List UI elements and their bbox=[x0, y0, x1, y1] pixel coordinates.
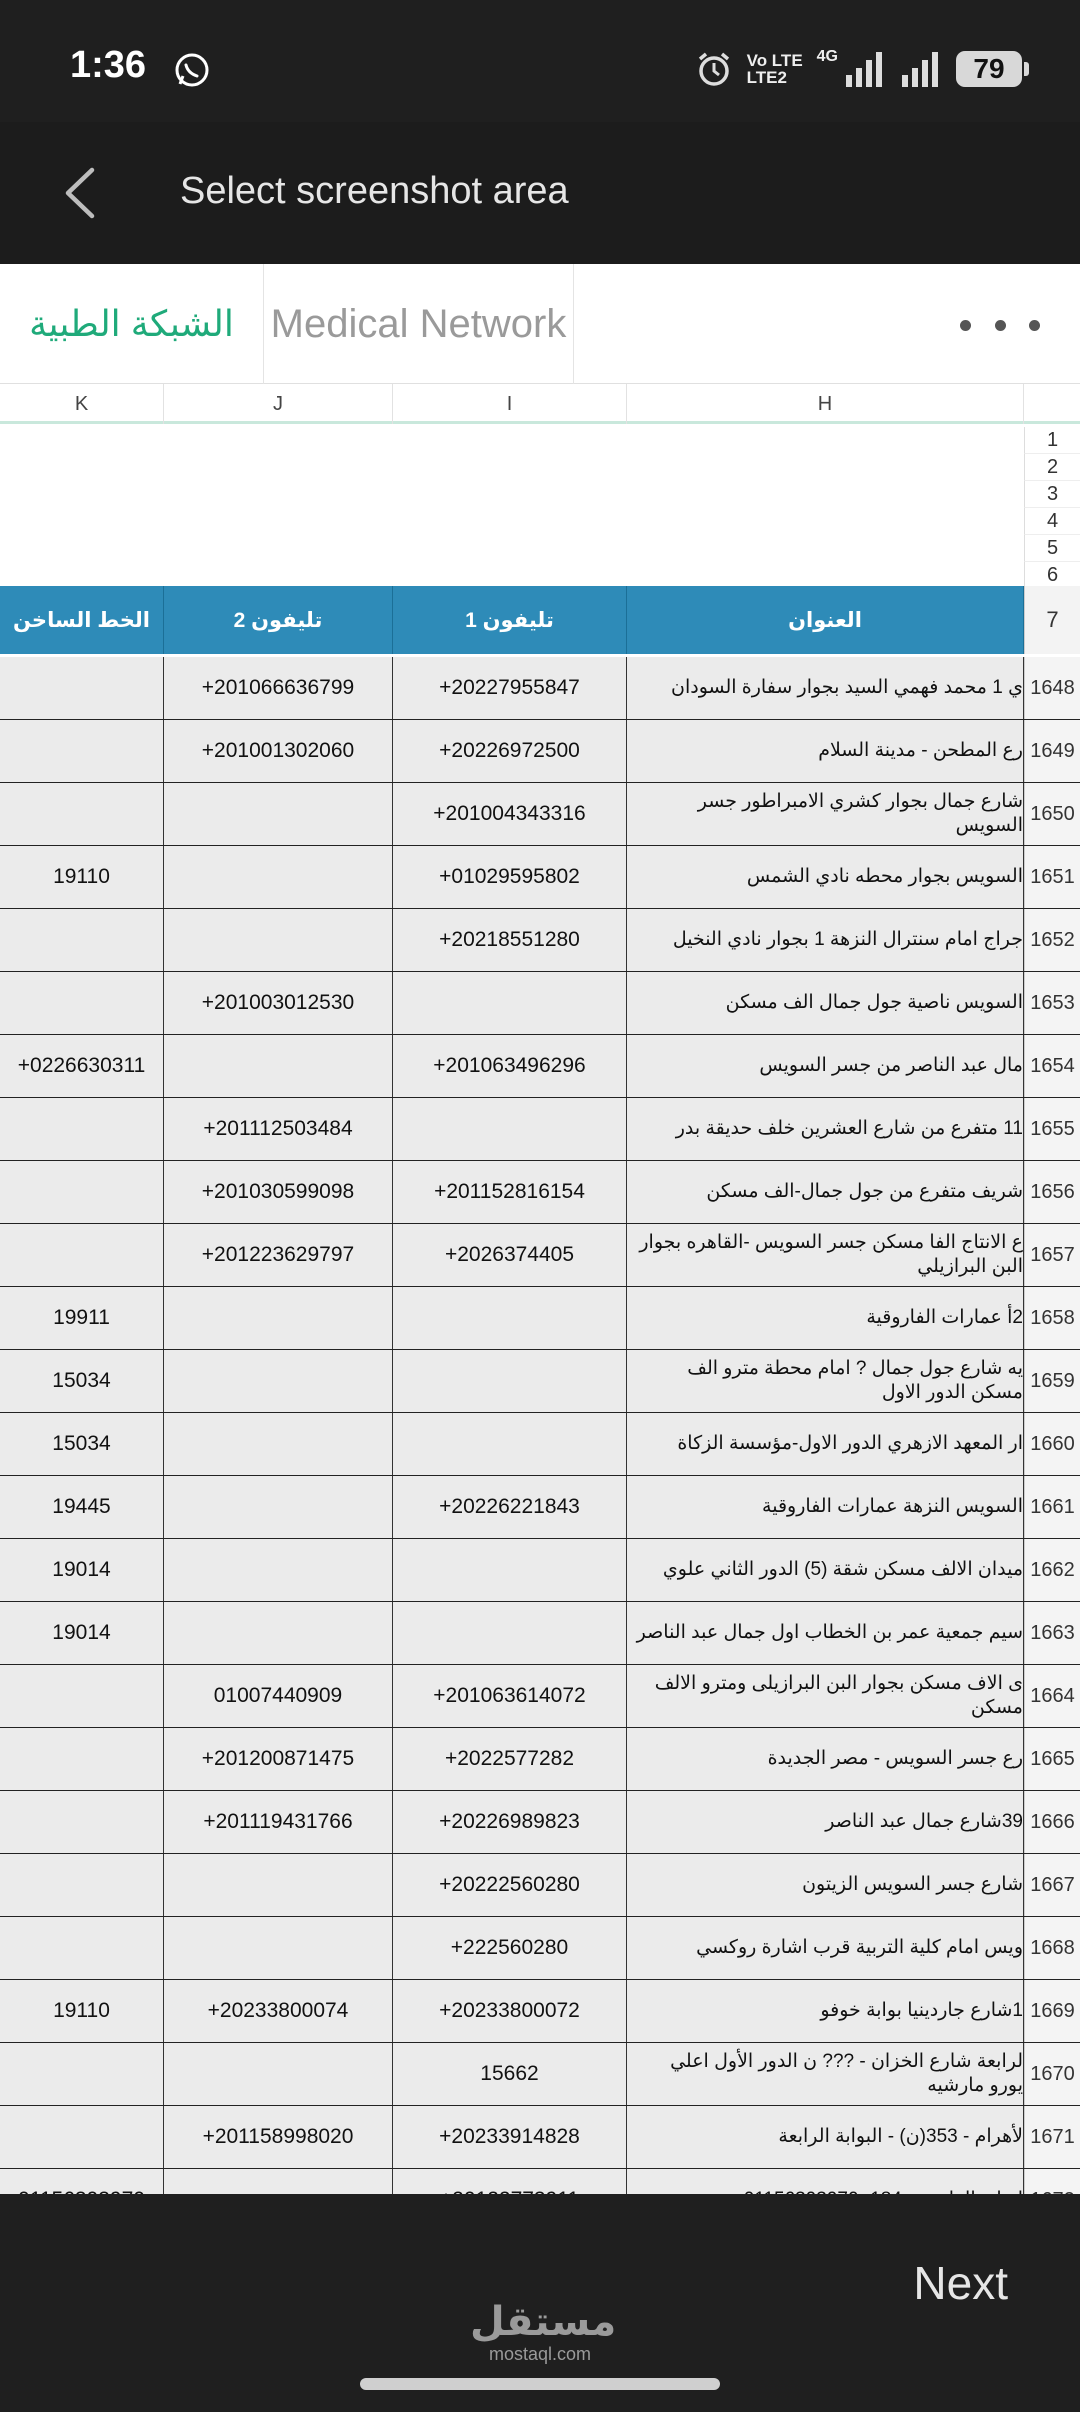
cell-hotline[interactable]: 19014 bbox=[0, 1539, 164, 1601]
table-row[interactable] bbox=[0, 909, 1080, 972]
back-arrow-icon[interactable] bbox=[48, 158, 118, 228]
cell-phone-2[interactable] bbox=[164, 2043, 393, 2105]
cell-phone-2[interactable]: +201001302060 bbox=[164, 720, 393, 782]
row-number[interactable]: 1653 bbox=[1024, 972, 1080, 1034]
row-number[interactable]: 4 bbox=[1024, 508, 1080, 535]
cell-phone-1[interactable]: +20218551280 bbox=[393, 909, 627, 971]
column-letter-row bbox=[0, 384, 1080, 424]
header-phone-2[interactable]: تليفون 2 bbox=[164, 586, 393, 654]
cell-hotline[interactable] bbox=[0, 657, 164, 719]
sheet-title-arabic: الشبكة الطبية bbox=[0, 264, 264, 384]
table-row[interactable] bbox=[0, 2106, 1080, 2169]
sheet-header bbox=[0, 264, 1080, 384]
status-icons bbox=[695, 46, 1022, 92]
cell-phone-2[interactable] bbox=[164, 909, 393, 971]
row-number[interactable]: 2 bbox=[1024, 454, 1080, 481]
cell-hotline[interactable] bbox=[0, 2106, 164, 2168]
cell-address[interactable]: ع الانتاج الفا مسكن جسر السويس -القاهره بجوار البن البرازيلي bbox=[627, 1224, 1024, 1286]
table-row[interactable] bbox=[0, 1728, 1080, 1791]
cell-address[interactable]: السويس بجوار محطه نادي الشمس bbox=[627, 846, 1024, 908]
row-number[interactable]: 1664 bbox=[1024, 1665, 1080, 1727]
cell-hotline[interactable] bbox=[0, 1098, 164, 1160]
cell-phone-2[interactable]: +201003012530 bbox=[164, 972, 393, 1034]
cell-phone-1[interactable]: +2022577282 bbox=[393, 1728, 627, 1790]
volte-label: Vo LTE LTE2 bbox=[746, 51, 803, 87]
table-row[interactable] bbox=[0, 1161, 1080, 1224]
cell-address[interactable]: ي 1 محمد فهمي السيد بجوار سفارة السودان bbox=[627, 657, 1024, 719]
cell-phone-1[interactable]: +20233800072 bbox=[393, 1980, 627, 2042]
table-row[interactable] bbox=[0, 1917, 1080, 1980]
cell-hotline[interactable]: 19110 bbox=[0, 846, 164, 908]
row-number[interactable]: 1670 bbox=[1024, 2043, 1080, 2105]
row-number[interactable]: 1669 bbox=[1024, 1980, 1080, 2042]
cell-phone-2[interactable]: 01007440909 bbox=[164, 1665, 393, 1727]
table-row[interactable] bbox=[0, 1980, 1080, 2043]
column-letter-k[interactable]: K bbox=[0, 384, 164, 424]
row-number[interactable]: 1651 bbox=[1024, 846, 1080, 908]
cell-address[interactable]: شارع جمال بجوار كشري الامبراطور جسر السويس bbox=[627, 783, 1024, 845]
row-number[interactable]: 1657 bbox=[1024, 1224, 1080, 1286]
cell-phone-1[interactable]: +20222560280 bbox=[393, 1854, 627, 1916]
cell-address[interactable]: سيم جمعية عمر بن الخطاب اول جمال عبد الناصر bbox=[627, 1602, 1024, 1664]
column-letter-i[interactable]: I bbox=[393, 384, 627, 424]
cell-phone-1[interactable] bbox=[393, 1350, 627, 1412]
row-number[interactable]: 1658 bbox=[1024, 1287, 1080, 1349]
cell-hotline[interactable]: +0226630311 bbox=[0, 1035, 164, 1097]
more-options-icon[interactable] bbox=[960, 300, 1040, 350]
cell-hotline[interactable] bbox=[0, 2043, 164, 2105]
signal-icon-sim2 bbox=[900, 51, 942, 87]
cell-phone-1[interactable]: +201004343316 bbox=[393, 783, 627, 845]
table-row[interactable] bbox=[0, 1539, 1080, 1602]
cell-hotline[interactable] bbox=[0, 1728, 164, 1790]
cell-phone-1[interactable]: +201152816154 bbox=[393, 1161, 627, 1223]
cell-hotline[interactable]: 19911 bbox=[0, 1287, 164, 1349]
row-number[interactable]: 1662 bbox=[1024, 1539, 1080, 1601]
watermark-logo: مستقل mostaql.com bbox=[470, 2300, 617, 2364]
status-time: 1:36 bbox=[70, 44, 147, 86]
row-number[interactable]: 1666 bbox=[1024, 1791, 1080, 1853]
cell-phone-2[interactable] bbox=[164, 1602, 393, 1664]
header-hotline[interactable]: الخط الساخن bbox=[0, 586, 164, 654]
cell-phone-1[interactable]: +2026374405 bbox=[393, 1224, 627, 1286]
table-row[interactable] bbox=[0, 1035, 1080, 1098]
cell-hotline[interactable]: 15034 bbox=[0, 1350, 164, 1412]
next-button[interactable]: Next bbox=[913, 2257, 1008, 2309]
table-row[interactable] bbox=[0, 1854, 1080, 1917]
cell-address[interactable]: ى الاف مسكن بجوار البن البرازيلى ومترو الالف مسكن bbox=[627, 1665, 1024, 1727]
table-row[interactable] bbox=[0, 1791, 1080, 1854]
table-row[interactable] bbox=[0, 972, 1080, 1035]
cell-address[interactable]: لرابعة شارع الخزان - ??? ن الدور الأول اعلي يورو مارشيه bbox=[627, 2043, 1024, 2105]
row-number[interactable]: 1668 bbox=[1024, 1917, 1080, 1979]
cell-phone-2[interactable] bbox=[164, 1350, 393, 1412]
cell-hotline[interactable] bbox=[0, 972, 164, 1034]
cell-address[interactable]: رع جسر السويس - مصر الجديدة bbox=[627, 1728, 1024, 1790]
cell-phone-2[interactable] bbox=[164, 1854, 393, 1916]
row-number[interactable]: 1655 bbox=[1024, 1098, 1080, 1160]
table-row[interactable] bbox=[0, 2043, 1080, 2106]
cell-phone-2[interactable] bbox=[164, 1413, 393, 1475]
cell-phone-1[interactable]: +20233914828 bbox=[393, 2106, 627, 2168]
table-row[interactable] bbox=[0, 1413, 1080, 1476]
cell-hotline[interactable]: 19014 bbox=[0, 1602, 164, 1664]
table-row[interactable] bbox=[0, 1098, 1080, 1161]
row-number[interactable]: 5 bbox=[1024, 535, 1080, 562]
cell-phone-2[interactable]: +201158998020 bbox=[164, 2106, 393, 2168]
cell-address[interactable]: مال عبد الناصر من جسر السويس bbox=[627, 1035, 1024, 1097]
cell-phone-1[interactable]: 15662 bbox=[393, 2043, 627, 2105]
cell-address[interactable]: 2أ عمارات الفاروقية bbox=[627, 1287, 1024, 1349]
cell-hotline[interactable] bbox=[0, 1791, 164, 1853]
table-row[interactable] bbox=[0, 1602, 1080, 1665]
table-row[interactable] bbox=[0, 1476, 1080, 1539]
home-indicator[interactable] bbox=[360, 2378, 720, 2390]
table-header-row bbox=[0, 586, 1080, 654]
empty-top-rows bbox=[0, 427, 1080, 591]
row-number[interactable]: 1661 bbox=[1024, 1476, 1080, 1538]
cell-address[interactable]: ميدان الالف مسكن شقة (5) الدور الثاني علوي bbox=[627, 1539, 1024, 1601]
cell-phone-2[interactable]: +20233800074 bbox=[164, 1980, 393, 2042]
cell-phone-2[interactable]: +201112503484 bbox=[164, 1098, 393, 1160]
cell-phone-1[interactable]: +222560280 bbox=[393, 1917, 627, 1979]
row-number[interactable]: 1654 bbox=[1024, 1035, 1080, 1097]
cell-hotline[interactable]: 19445 bbox=[0, 1476, 164, 1538]
cell-address[interactable]: 1شارع جاردينيا بوابة خوفو bbox=[627, 1980, 1024, 2042]
row-number[interactable]: 1663 bbox=[1024, 1602, 1080, 1664]
cell-hotline[interactable] bbox=[0, 1161, 164, 1223]
cell-phone-1[interactable]: +201063614072 bbox=[393, 1665, 627, 1727]
status-bar bbox=[0, 0, 1080, 122]
cell-phone-1[interactable]: +201063496296 bbox=[393, 1035, 627, 1097]
cell-phone-1[interactable] bbox=[393, 1602, 627, 1664]
row-number[interactable]: 1656 bbox=[1024, 1161, 1080, 1223]
cell-hotline[interactable] bbox=[0, 783, 164, 845]
cell-address[interactable]: 39شارع جمال عبد الناصر bbox=[627, 1791, 1024, 1853]
cell-address[interactable]: السويس ناصية جول جمال الف مسكن bbox=[627, 972, 1024, 1034]
cell-hotline[interactable] bbox=[0, 909, 164, 971]
network-type-label: 4G bbox=[816, 48, 838, 65]
battery-indicator: 79 bbox=[956, 51, 1022, 87]
table-row[interactable] bbox=[0, 720, 1080, 783]
table-row[interactable] bbox=[0, 1350, 1080, 1413]
cell-address[interactable]: ار المعهد الازهري الدور الاول-مؤسسة الزكاة bbox=[627, 1413, 1024, 1475]
cell-address[interactable]: السويس النزهة عمارات الفاروقية bbox=[627, 1476, 1024, 1538]
bottom-bar bbox=[0, 2194, 1080, 2412]
cell-phone-2[interactable]: +201200871475 bbox=[164, 1728, 393, 1790]
cell-address[interactable]: جراج امام سنترال النزهة 1 بجوار نادي النخيل bbox=[627, 909, 1024, 971]
cell-phone-2[interactable]: +201030599098 bbox=[164, 1161, 393, 1223]
row-number[interactable]: 1659 bbox=[1024, 1350, 1080, 1412]
row-number[interactable]: 1665 bbox=[1024, 1728, 1080, 1790]
row-number[interactable]: 3 bbox=[1024, 481, 1080, 508]
row-number[interactable]: 1652 bbox=[1024, 909, 1080, 971]
row-number[interactable]: 1671 bbox=[1024, 2106, 1080, 2168]
cell-phone-2[interactable] bbox=[164, 1917, 393, 1979]
cell-phone-1[interactable] bbox=[393, 1413, 627, 1475]
header-address[interactable]: العنوان bbox=[627, 586, 1024, 654]
table-row[interactable] bbox=[0, 657, 1080, 720]
cell-phone-1[interactable]: +01029595802 bbox=[393, 846, 627, 908]
table-row[interactable] bbox=[0, 1224, 1080, 1287]
table-row[interactable] bbox=[0, 846, 1080, 909]
cell-phone-2[interactable] bbox=[164, 1287, 393, 1349]
row-number[interactable]: 7 bbox=[1024, 586, 1080, 654]
row-number[interactable]: 1660 bbox=[1024, 1413, 1080, 1475]
cell-address[interactable]: شريف متفرع من جول جمال-الف مسكن bbox=[627, 1161, 1024, 1223]
cell-address[interactable]: رع المطحن - مدينة السلام bbox=[627, 720, 1024, 782]
row-number[interactable]: 1649 bbox=[1024, 720, 1080, 782]
cell-address[interactable]: 11 متفرع من شارع العشرين خلف حديقة بدر bbox=[627, 1098, 1024, 1160]
cell-phone-1[interactable] bbox=[393, 1539, 627, 1601]
cell-phone-2[interactable] bbox=[164, 1539, 393, 1601]
header-phone-1[interactable]: تليفون 1 bbox=[393, 586, 627, 654]
column-letter-h[interactable]: H bbox=[627, 384, 1024, 424]
cell-phone-1[interactable]: +20226972500 bbox=[393, 720, 627, 782]
cell-address[interactable]: ويس امام كلية التربية قرب اشارة روكسي bbox=[627, 1917, 1024, 1979]
cell-hotline[interactable]: 15034 bbox=[0, 1413, 164, 1475]
spreadsheet-view[interactable] bbox=[0, 264, 1080, 2194]
cell-phone-1[interactable]: +20226989823 bbox=[393, 1791, 627, 1853]
cell-address[interactable]: شارع جسر السويس الزيتون bbox=[627, 1854, 1024, 1916]
row-number[interactable]: 1650 bbox=[1024, 783, 1080, 845]
app-bar bbox=[0, 122, 1080, 264]
cell-hotline[interactable] bbox=[0, 1665, 164, 1727]
cell-hotline[interactable]: 19110 bbox=[0, 1980, 164, 2042]
screen-title: Select screenshot area bbox=[180, 170, 569, 212]
cell-phone-1[interactable] bbox=[393, 1287, 627, 1349]
cell-phone-1[interactable]: +20227955847 bbox=[393, 657, 627, 719]
row-number[interactable]: 1 bbox=[1024, 427, 1080, 454]
table-row[interactable] bbox=[0, 783, 1080, 846]
sheet-title-english: Medical Network bbox=[264, 264, 574, 384]
cell-hotline[interactable] bbox=[0, 1917, 164, 1979]
cell-phone-2[interactable]: +201223629797 bbox=[164, 1224, 393, 1286]
cell-phone-2[interactable] bbox=[164, 783, 393, 845]
signal-icon-sim1 bbox=[844, 51, 886, 87]
row-number[interactable]: 1667 bbox=[1024, 1854, 1080, 1916]
cell-phone-1[interactable] bbox=[393, 972, 627, 1034]
cell-address[interactable]: لأهرام - 353(ن) - البوابة الرابعة bbox=[627, 2106, 1024, 2168]
column-letter-j[interactable]: J bbox=[164, 384, 393, 424]
cell-phone-2[interactable]: +201119431766 bbox=[164, 1791, 393, 1853]
cell-hotline[interactable] bbox=[0, 1854, 164, 1916]
table-row[interactable] bbox=[0, 1287, 1080, 1350]
alarm-icon bbox=[695, 50, 733, 88]
whatsapp-icon bbox=[172, 50, 212, 90]
cell-address[interactable]: يه شارع جول جمال ? امام محطة مترو الف مسكن الدور الاول bbox=[627, 1350, 1024, 1412]
row-number[interactable]: 1648 bbox=[1024, 657, 1080, 719]
cell-hotline[interactable] bbox=[0, 720, 164, 782]
cell-hotline[interactable] bbox=[0, 1224, 164, 1286]
row-number[interactable]: 6 bbox=[1024, 562, 1080, 589]
cell-phone-2[interactable] bbox=[164, 1476, 393, 1538]
cell-phone-2[interactable] bbox=[164, 1035, 393, 1097]
cell-phone-1[interactable]: +20226221843 bbox=[393, 1476, 627, 1538]
cell-phone-1[interactable] bbox=[393, 1098, 627, 1160]
table-row[interactable] bbox=[0, 1665, 1080, 1728]
cell-phone-2[interactable]: +201066636799 bbox=[164, 657, 393, 719]
cell-phone-2[interactable] bbox=[164, 846, 393, 908]
